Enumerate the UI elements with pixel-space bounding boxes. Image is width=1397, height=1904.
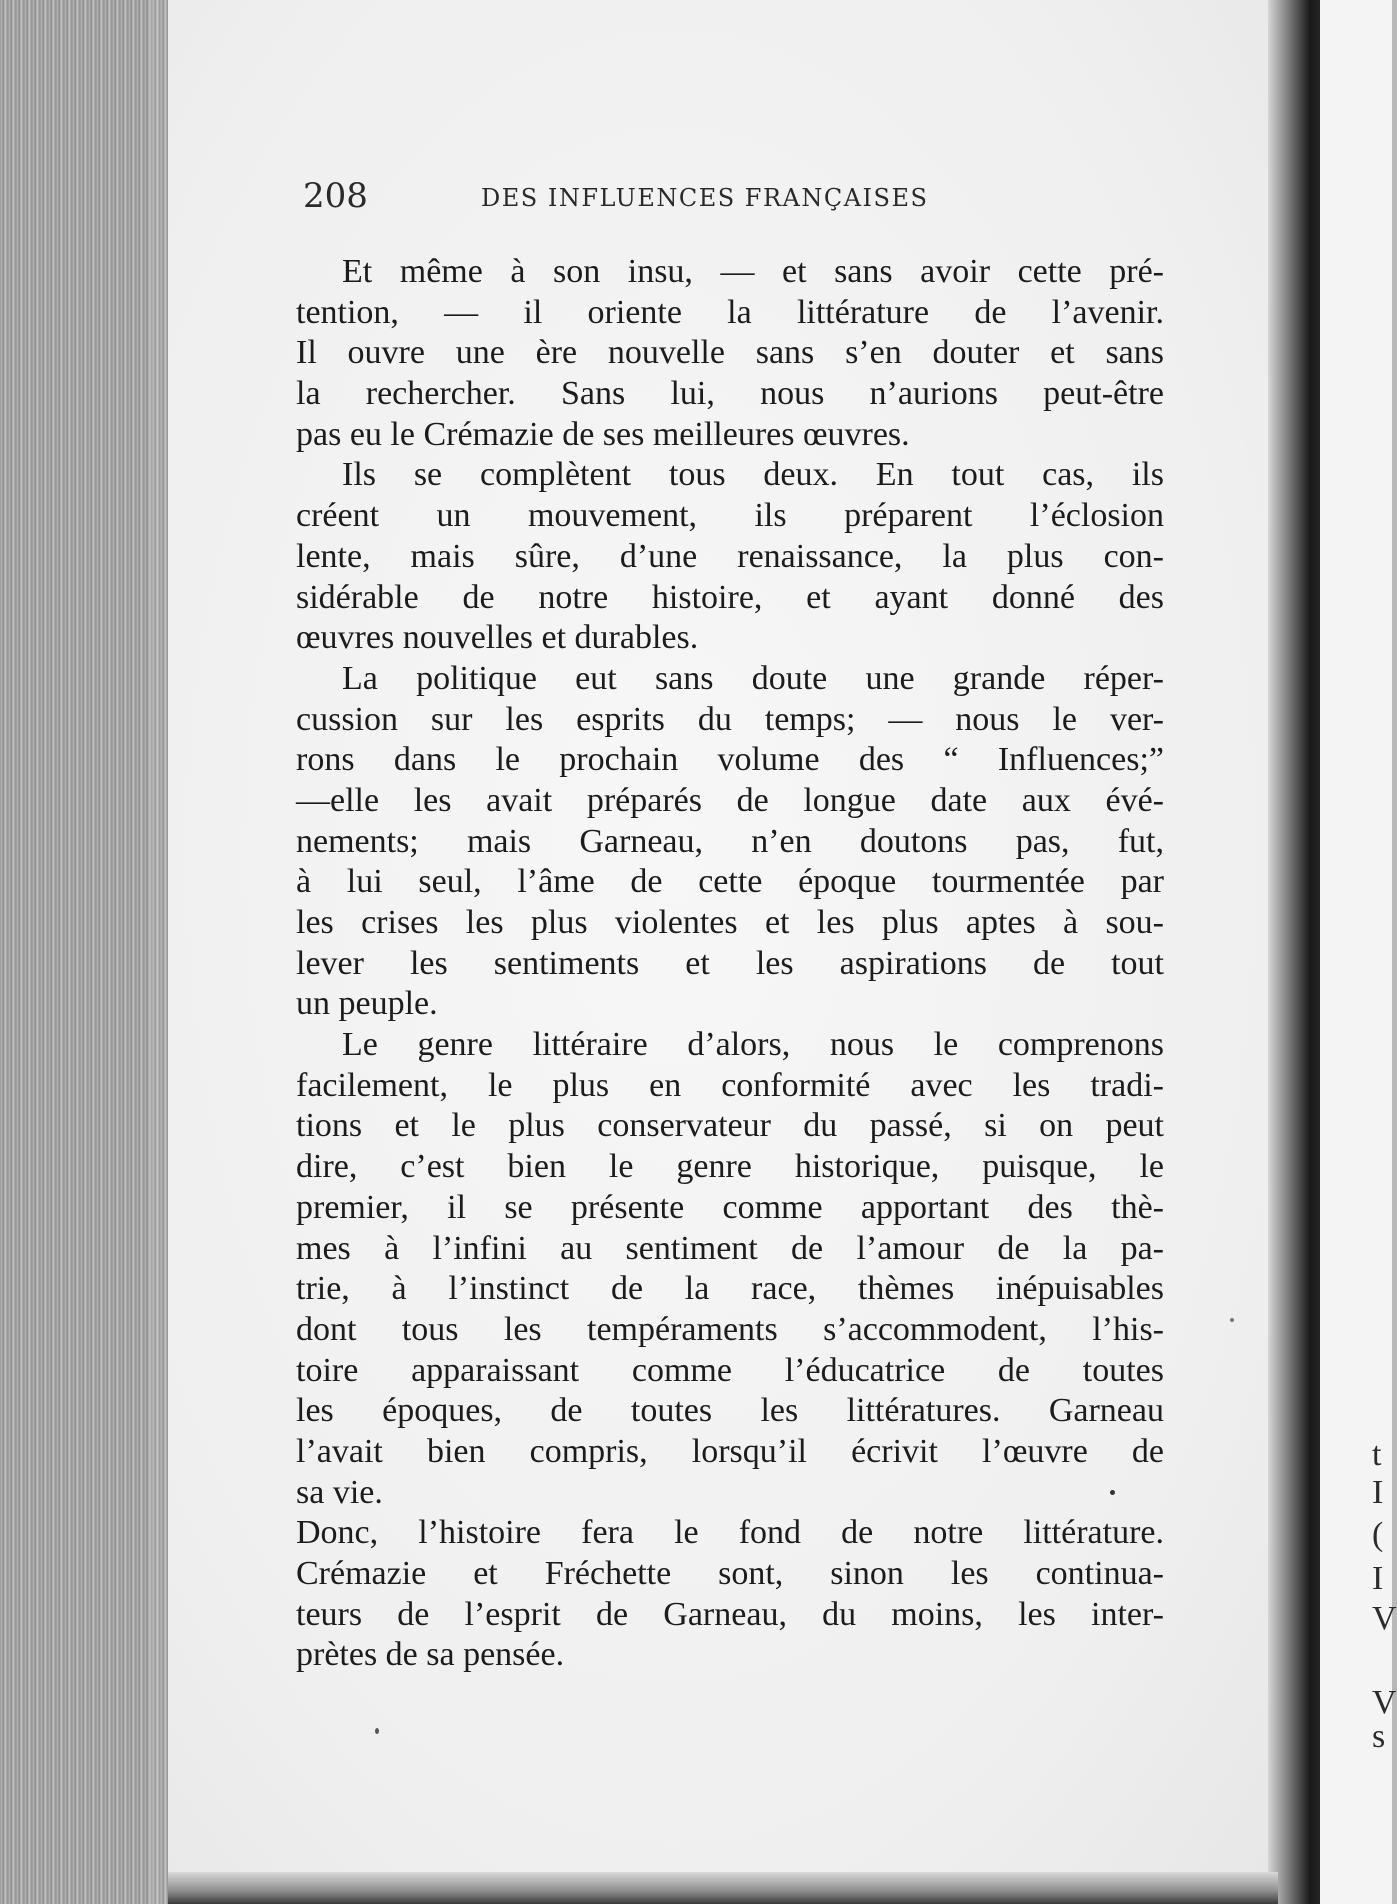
text-line: Et même à son insu, — et sans avoir cette pré-	[342, 253, 1164, 290]
text-line: trie, à l’instinct de la race, thèmes inépuisables	[296, 1270, 1164, 1308]
text-line: Donc, l’histoire fera le fond de notre littérature.	[296, 1514, 1164, 1552]
running-title: DES INFLUENCES FRANÇAISES	[481, 184, 929, 212]
facing-page-letter: I	[1372, 1560, 1384, 1597]
text-line: tention, — il oriente la littérature de l’avenir.	[296, 293, 1164, 331]
text-line: teurs de l’esprit de Garneau, du moins, les inter-	[296, 1595, 1164, 1633]
text-line: nements; mais Garneau, n’en doutons pas, fut,	[296, 822, 1164, 860]
text-line: œuvres nouvelles et durables.	[296, 619, 699, 657]
text-line: la rechercher. Sans lui, nous n’aurions peut-être	[296, 375, 1164, 413]
ink-speck	[1230, 1318, 1234, 1322]
text-line: prètes de sa pensée.	[296, 1636, 565, 1674]
text-line: dont tous les tempéraments s’accommodent, l’his-	[296, 1310, 1164, 1348]
facing-page-letter: V	[1372, 1600, 1397, 1637]
text-line: mes à l’infini au sentiment de l’amour de la pa-	[296, 1229, 1164, 1267]
text-line: dire, c’est bien le genre historique, puisque, le	[296, 1148, 1164, 1186]
body-text	[296, 252, 1164, 1676]
text-line: pas eu le Crémazie de ses meilleures œuvres.	[296, 415, 910, 453]
text-line: sidérable de notre histoire, et ayant donné des	[296, 578, 1164, 616]
text-line: lente, mais sûre, d’une renaissance, la plus con-	[296, 537, 1164, 575]
ink-speck	[375, 1728, 379, 1734]
running-head	[303, 172, 1203, 220]
text-line: Crémazie et Fréchette sont, sinon les continua-	[296, 1555, 1164, 1592]
text-line: l’avait bien compris, lorsqu’il écrivit l’œuvre de	[296, 1432, 1164, 1470]
text-line: à lui seul, l’âme de cette époque tourmentée par	[296, 863, 1164, 901]
text-line: les époques, de toutes les littératures. Garneau	[296, 1392, 1164, 1430]
text-line: tions et le plus conservateur du passé, si on peut	[296, 1107, 1164, 1145]
book-gutter-shadow	[1268, 0, 1328, 1904]
page-number: 208	[303, 176, 368, 216]
ink-speck	[1110, 1490, 1115, 1495]
text-line: Le genre littéraire d’alors, nous le comprenons	[342, 1026, 1164, 1064]
facing-page-letter: t	[1372, 1436, 1382, 1473]
page-bottom-edge	[168, 1872, 1278, 1904]
page-edge-stack	[0, 0, 170, 1904]
text-line: toire apparaissant comme l’éducatrice de toutes	[296, 1351, 1164, 1389]
text-line: créent un mouvement, ils préparent l’éclosion	[296, 497, 1164, 535]
text-line: Il ouvre une ère nouvelle sans s’en douter et sans	[296, 334, 1164, 372]
text-line: premier, il se présente comme apportant des thè-	[296, 1188, 1164, 1226]
text-line: lever les sentiments et les aspirations de tout	[296, 944, 1164, 982]
text-line: un peuple.	[296, 985, 438, 1023]
text-line: cussion sur les esprits du temps; — nous le ver-	[296, 700, 1164, 738]
text-line: sa vie.	[296, 1473, 383, 1511]
text-line: facilement, le plus en conformité avec les tradi-	[296, 1066, 1164, 1104]
facing-page-letter: I	[1372, 1474, 1384, 1511]
text-line: La politique eut sans doute une grande réper-	[342, 659, 1164, 697]
text-line: Ils se complètent tous deux. En tout cas, ils	[342, 456, 1164, 494]
text-line: —elle les avait préparés de longue date aux évé-	[296, 781, 1164, 819]
text-line: rons dans le prochain volume des “ Influences;”	[296, 741, 1164, 779]
facing-page-letter: (	[1372, 1516, 1384, 1553]
text-line: les crises les plus violentes et les plus aptes à sou-	[296, 904, 1164, 941]
facing-page-letter: s	[1372, 1718, 1386, 1755]
facing-page-letter: V	[1372, 1684, 1397, 1721]
